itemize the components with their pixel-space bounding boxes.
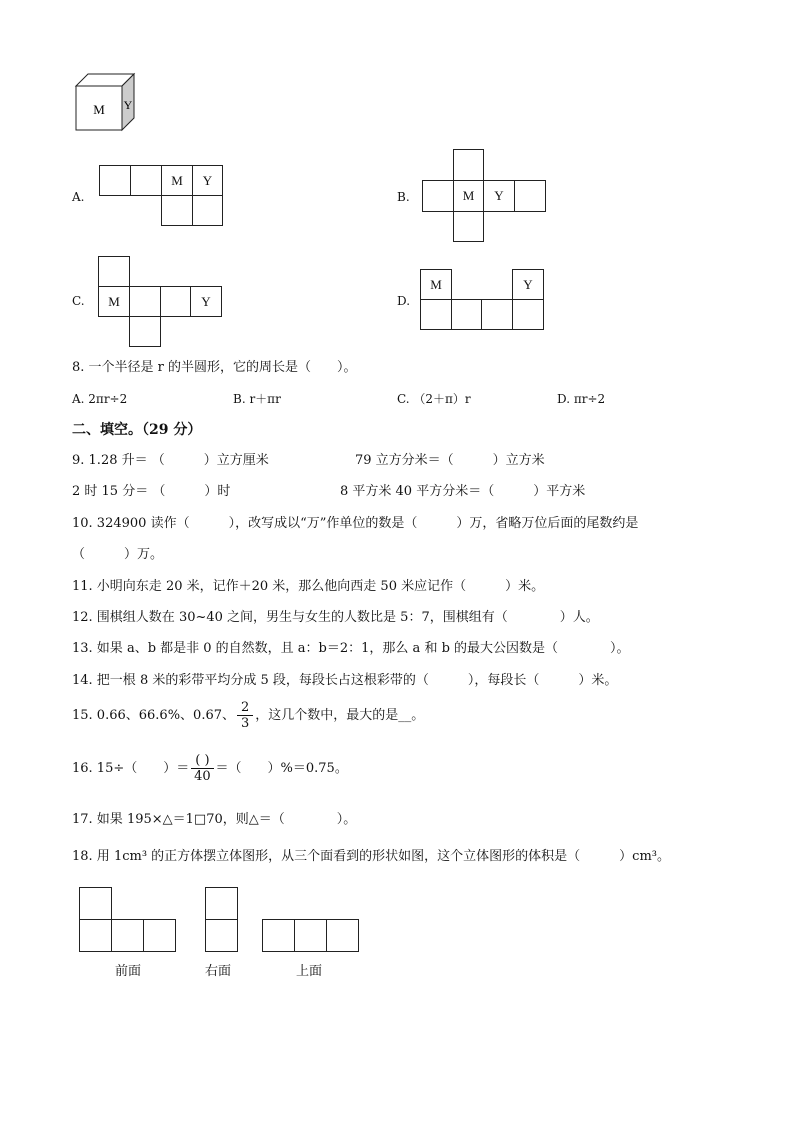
q15-suffix: ，这几个数中，最大的是__。 <box>255 708 425 723</box>
q16-prefix: 16. 15÷（ ）＝ <box>72 761 190 776</box>
q8-option-c[interactable]: C. （2＋π）r <box>397 392 471 406</box>
q11: 11. 小明向东走 20 米，记作＋20 米，那么他向西走 50 米应记作（ ）米。 <box>72 579 545 594</box>
q8-stem: 8. 一个半径是 r 的半圆形，它的周长是（ ）。 <box>72 360 357 375</box>
q16-frac-num: ( ) <box>191 753 213 769</box>
view-cell <box>326 919 359 952</box>
q15-prefix: 15. 0.66、66.6%、0.67、 <box>72 708 235 723</box>
option-d-label[interactable]: D. <box>397 294 411 308</box>
q9-part-c: 2 时 15 分＝ （ ）时 <box>72 484 231 499</box>
net-cell <box>130 165 162 196</box>
q9-part-d: 8 平方米 40 平方分米＝（ ）平方米 <box>340 484 586 499</box>
q18: 18. 用 1cm³ 的正方体摆立体图形，从三个面看到的形状如图，这个立体图形的体积是（ ）cm³。 <box>72 849 670 864</box>
net-cell <box>161 195 193 226</box>
q12: 12. 围棋组人数在 30~40 之间，男生与女生的人数比是 5：7，围棋组有（ ）人。 <box>72 610 599 625</box>
view-cell <box>205 887 238 920</box>
q17: 17. 如果 195×△＝1□70，则△＝（ ）。 <box>72 812 357 827</box>
q15 <box>72 698 424 734</box>
q16-fraction <box>191 753 213 784</box>
net-cell <box>192 195 223 226</box>
net-cell <box>453 211 484 242</box>
net-cell <box>129 286 161 317</box>
q15-fraction <box>237 700 253 731</box>
view-cell <box>205 919 238 952</box>
right-view-label: 右面 <box>205 964 232 979</box>
q8-option-b[interactable]: B. r＋πr <box>233 392 281 406</box>
q8-option-a[interactable]: A. 2πr÷2 <box>72 392 128 406</box>
net-cell <box>481 299 513 330</box>
top-view-label: 上面 <box>296 964 323 979</box>
net-cell <box>98 256 130 287</box>
net-cell-y: Y <box>192 165 223 196</box>
view-cell <box>111 919 144 952</box>
net-cell <box>514 180 546 212</box>
q9-part-b: 79 立方分米＝（ ）立方米 <box>355 453 545 468</box>
cube-front-letter: M <box>93 102 105 117</box>
section-2-title: 二、填空。（29 分） <box>72 422 202 438</box>
q15-frac-num: 2 <box>237 700 253 716</box>
net-cell-m: M <box>453 180 484 212</box>
q15-frac-den: 3 <box>241 716 250 731</box>
net-cell-m: M <box>420 269 452 300</box>
q16-suffix: ＝（ ）%＝0.75。 <box>215 761 348 776</box>
q9-part-a: 9. 1.28 升＝ （ ）立方厘米 <box>72 453 269 468</box>
view-cell <box>262 919 295 952</box>
view-cell <box>79 887 112 920</box>
net-cell-y: Y <box>512 269 544 300</box>
net-cell <box>160 286 191 317</box>
net-cell <box>99 165 131 196</box>
net-cell-y: Y <box>483 180 515 212</box>
net-cell-m: M <box>98 286 130 317</box>
q8-option-d[interactable]: D. πr÷2 <box>557 392 606 406</box>
view-cell <box>79 919 112 952</box>
cube-side-letter: Y <box>123 98 133 112</box>
option-a-label[interactable]: A. <box>72 190 85 204</box>
view-cell <box>294 919 327 952</box>
q14: 14. 把一根 8 米的彩带平均分成 5 段，每段长占这根彩带的（ ），每段长（ ）米。 <box>72 673 618 688</box>
net-cell <box>512 299 544 330</box>
q13: 13. 如果 a、b 都是非 0 的自然数，且 a：b＝2：1，那么 a 和 b 的最大公因数是（ ）。 <box>72 641 630 656</box>
cube-illustration <box>74 72 136 132</box>
net-cell <box>422 180 454 212</box>
q16-frac-den: 40 <box>194 769 211 784</box>
net-cell <box>420 299 452 330</box>
q10-line-1: 10. 324900 读作（ ），改写成以“万”作单位的数是（ ）万，省略万位后面的尾数约是 <box>72 516 639 531</box>
net-cell <box>451 299 482 330</box>
q10-line-2: （ ）万。 <box>72 547 164 562</box>
net-cell <box>129 316 161 347</box>
q16 <box>72 751 348 787</box>
net-cell-y: Y <box>190 286 222 317</box>
net-cell-m: M <box>161 165 193 196</box>
net-cell <box>453 149 484 181</box>
front-view-label: 前面 <box>115 964 142 979</box>
option-b-label[interactable]: B. <box>397 190 410 204</box>
view-cell <box>143 919 176 952</box>
option-c-label[interactable]: C. <box>72 294 85 308</box>
